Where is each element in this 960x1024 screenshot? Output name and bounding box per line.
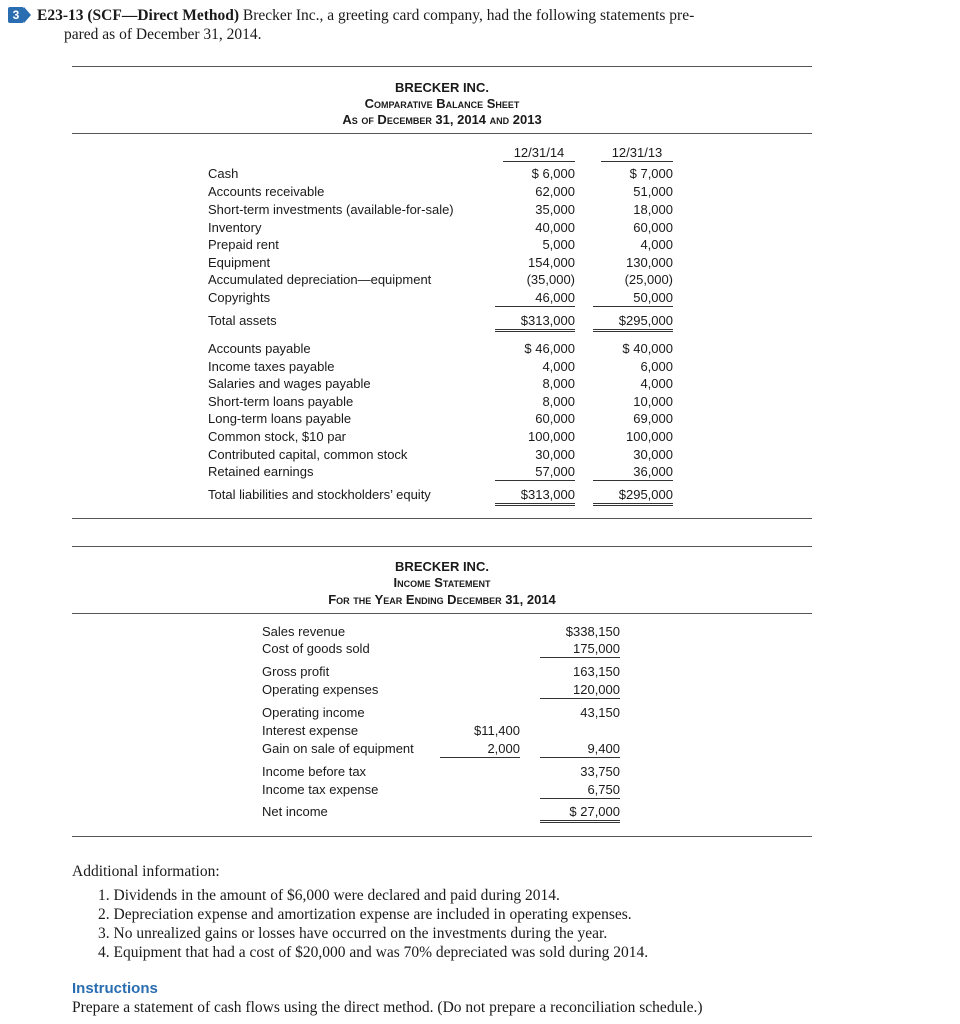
bs-row-value-2014: 62,000 <box>535 184 575 199</box>
is-gross-value: 163,150 <box>573 664 620 679</box>
problem-intro-line1: Brecker Inc., a greeting card company, had the following statements pre- <box>242 7 695 24</box>
is-sales-label: Sales revenue <box>262 624 346 639</box>
is-cogs-value: 175,000 <box>540 640 620 658</box>
is-interest-value: $11,400 <box>473 723 520 738</box>
is-subtitle: For the Year Ending December 31, 2014 <box>328 592 556 607</box>
bs-row-value-2013: 100,000 <box>626 429 673 444</box>
problem-id: E23-13 <box>37 7 84 24</box>
is-tax-value: 6,750 <box>540 781 620 799</box>
is-opex-label: Operating expenses <box>262 682 379 697</box>
income-statement-bottom-rule <box>72 836 812 837</box>
badge-arrow-icon <box>24 7 31 23</box>
is-ibt-value: 33,750 <box>580 764 620 779</box>
bs-row-value-2014: 154,000 <box>528 255 575 270</box>
bs-total-liab-2014: $313,000 <box>495 486 575 506</box>
bs-row-value-2014: 40,000 <box>535 220 575 235</box>
bs-row-value-2014: $ 46,000 <box>524 341 575 356</box>
is-gain-value: 2,000 <box>440 740 520 758</box>
problem-header <box>8 6 828 44</box>
bs-row-value-2013: $ 40,000 <box>622 341 673 356</box>
bs-row-label: Short-term investments (available-for-sale) <box>208 202 454 217</box>
bs-row-value-2014: (35,000) <box>526 272 575 287</box>
bs-row-label: Income taxes payable <box>208 359 335 374</box>
bs-row-value-2013: 130,000 <box>626 255 673 270</box>
bs-row-label: Accumulated depreciation—equipment <box>208 272 432 287</box>
bs-company: BRECKER INC. <box>395 80 489 95</box>
problem-number-badge: 3 <box>8 7 24 23</box>
bs-total-assets-2013: $295,000 <box>593 312 673 332</box>
is-sales-value: $338,150 <box>565 624 620 639</box>
bs-row-label: Prepaid rent <box>208 237 279 252</box>
bs-row-value-2013: 50,000 <box>593 289 673 307</box>
bs-row-value-2013: 69,000 <box>633 411 673 426</box>
bs-subtitle: As of December 31, 2014 and 2013 <box>342 112 542 127</box>
is-company: BRECKER INC. <box>395 559 489 574</box>
bs-total-assets-2014: $313,000 <box>495 312 575 332</box>
bs-row-value-2013: 36,000 <box>593 463 673 481</box>
bs-row-value-2014: 8,000 <box>542 394 575 409</box>
bs-row-value-2014: 57,000 <box>495 463 575 481</box>
bs-row-value-2013: 6,000 <box>640 359 673 374</box>
instructions-text: Prepare a statement of cash flows using the direct method. (Do not prepare a reconciliation schedule.) <box>72 999 703 1016</box>
bs-row-label: Accounts payable <box>208 341 311 356</box>
bs-row-label: Salaries and wages payable <box>208 376 371 391</box>
bs-header-rule <box>72 133 812 134</box>
bs-row-value-2014: 5,000 <box>542 237 575 252</box>
bs-row-value-2013: 51,000 <box>633 184 673 199</box>
is-gain-label: Gain on sale of equipment <box>262 741 414 756</box>
bs-col-2014: 12/31/14 <box>503 144 575 162</box>
bs-row-value-2014: 4,000 <box>542 359 575 374</box>
bs-row-value-2014: 35,000 <box>535 202 575 217</box>
bs-row-value-2013: 4,000 <box>640 237 673 252</box>
bs-row-value-2014: 8,000 <box>542 376 575 391</box>
bs-row-value-2013: $ 7,000 <box>629 166 673 181</box>
bs-row-value-2013: (25,000) <box>624 272 673 287</box>
additional-item-4: 4. Equipment that had a cost of $20,000 and was 70% depreciated was sold during 2014. <box>98 944 649 961</box>
bs-row-value-2014: $ 6,000 <box>531 166 575 181</box>
bs-row-value-2013: 18,000 <box>633 202 673 217</box>
is-opinc-label: Operating income <box>262 705 365 720</box>
bs-row-label: Copyrights <box>208 290 271 305</box>
bs-row-label: Cash <box>208 166 239 181</box>
bs-row-label: Inventory <box>208 220 262 235</box>
bs-row-value-2013: 10,000 <box>633 394 673 409</box>
balance-sheet-bottom-rule <box>72 518 812 519</box>
problem-intro-line2: pared as of December 31, 2014. <box>64 26 262 43</box>
bs-row-value-2013: 60,000 <box>633 220 673 235</box>
bs-total-assets-label: Total assets <box>208 313 277 328</box>
additional-item-2: 2. Depreciation expense and amortization expense are included in operating expenses. <box>98 906 632 923</box>
is-net-value: $ 27,000 <box>540 803 620 823</box>
is-gain-net-value: 9,400 <box>540 740 620 758</box>
income-statement-top-rule <box>72 546 812 547</box>
is-tax-label: Income tax expense <box>262 782 379 797</box>
bs-col-2013: 12/31/13 <box>601 144 673 162</box>
is-net-label: Net income <box>262 804 328 819</box>
is-interest-label: Interest expense <box>262 723 359 738</box>
is-title: Income Statement <box>393 575 491 590</box>
instructions-heading: Instructions <box>72 980 158 997</box>
is-opinc-value: 43,150 <box>580 705 620 720</box>
is-gross-label: Gross profit <box>262 664 330 679</box>
additional-item-3: 3. No unrealized gains or losses have occurred on the investments during the year. <box>98 925 608 942</box>
bs-total-liab-label: Total liabilities and stockholders’ equity <box>208 487 431 502</box>
bs-row-value-2014: 60,000 <box>535 411 575 426</box>
additional-item-1: 1. Dividends in the amount of $6,000 were declared and paid during 2014. <box>98 887 560 904</box>
is-ibt-label: Income before tax <box>262 764 367 779</box>
bs-row-value-2014: 100,000 <box>528 429 575 444</box>
bs-row-label: Common stock, $10 par <box>208 429 347 444</box>
bs-row-value-2014: 30,000 <box>535 447 575 462</box>
bs-row-value-2013: 30,000 <box>633 447 673 462</box>
bs-row-label: Equipment <box>208 255 271 270</box>
problem-title: (SCF—Direct Method) <box>87 7 240 24</box>
bs-total-liab-2013: $295,000 <box>593 486 673 506</box>
bs-row-label: Accounts receivable <box>208 184 325 199</box>
bs-row-value-2013: 4,000 <box>640 376 673 391</box>
bs-title: Comparative Balance Sheet <box>364 96 520 111</box>
bs-row-label: Retained earnings <box>208 464 314 479</box>
additional-heading: Additional information: <box>72 863 220 880</box>
bs-row-value-2014: 46,000 <box>495 289 575 307</box>
bs-row-label: Contributed capital, common stock <box>208 447 408 462</box>
balance-sheet-top-rule <box>72 66 812 67</box>
is-header-rule <box>72 613 812 614</box>
is-opex-value: 120,000 <box>540 681 620 699</box>
bs-row-label: Short-term loans payable <box>208 394 354 409</box>
bs-row-label: Long-term loans payable <box>208 411 352 426</box>
is-cogs-label: Cost of goods sold <box>262 641 370 656</box>
